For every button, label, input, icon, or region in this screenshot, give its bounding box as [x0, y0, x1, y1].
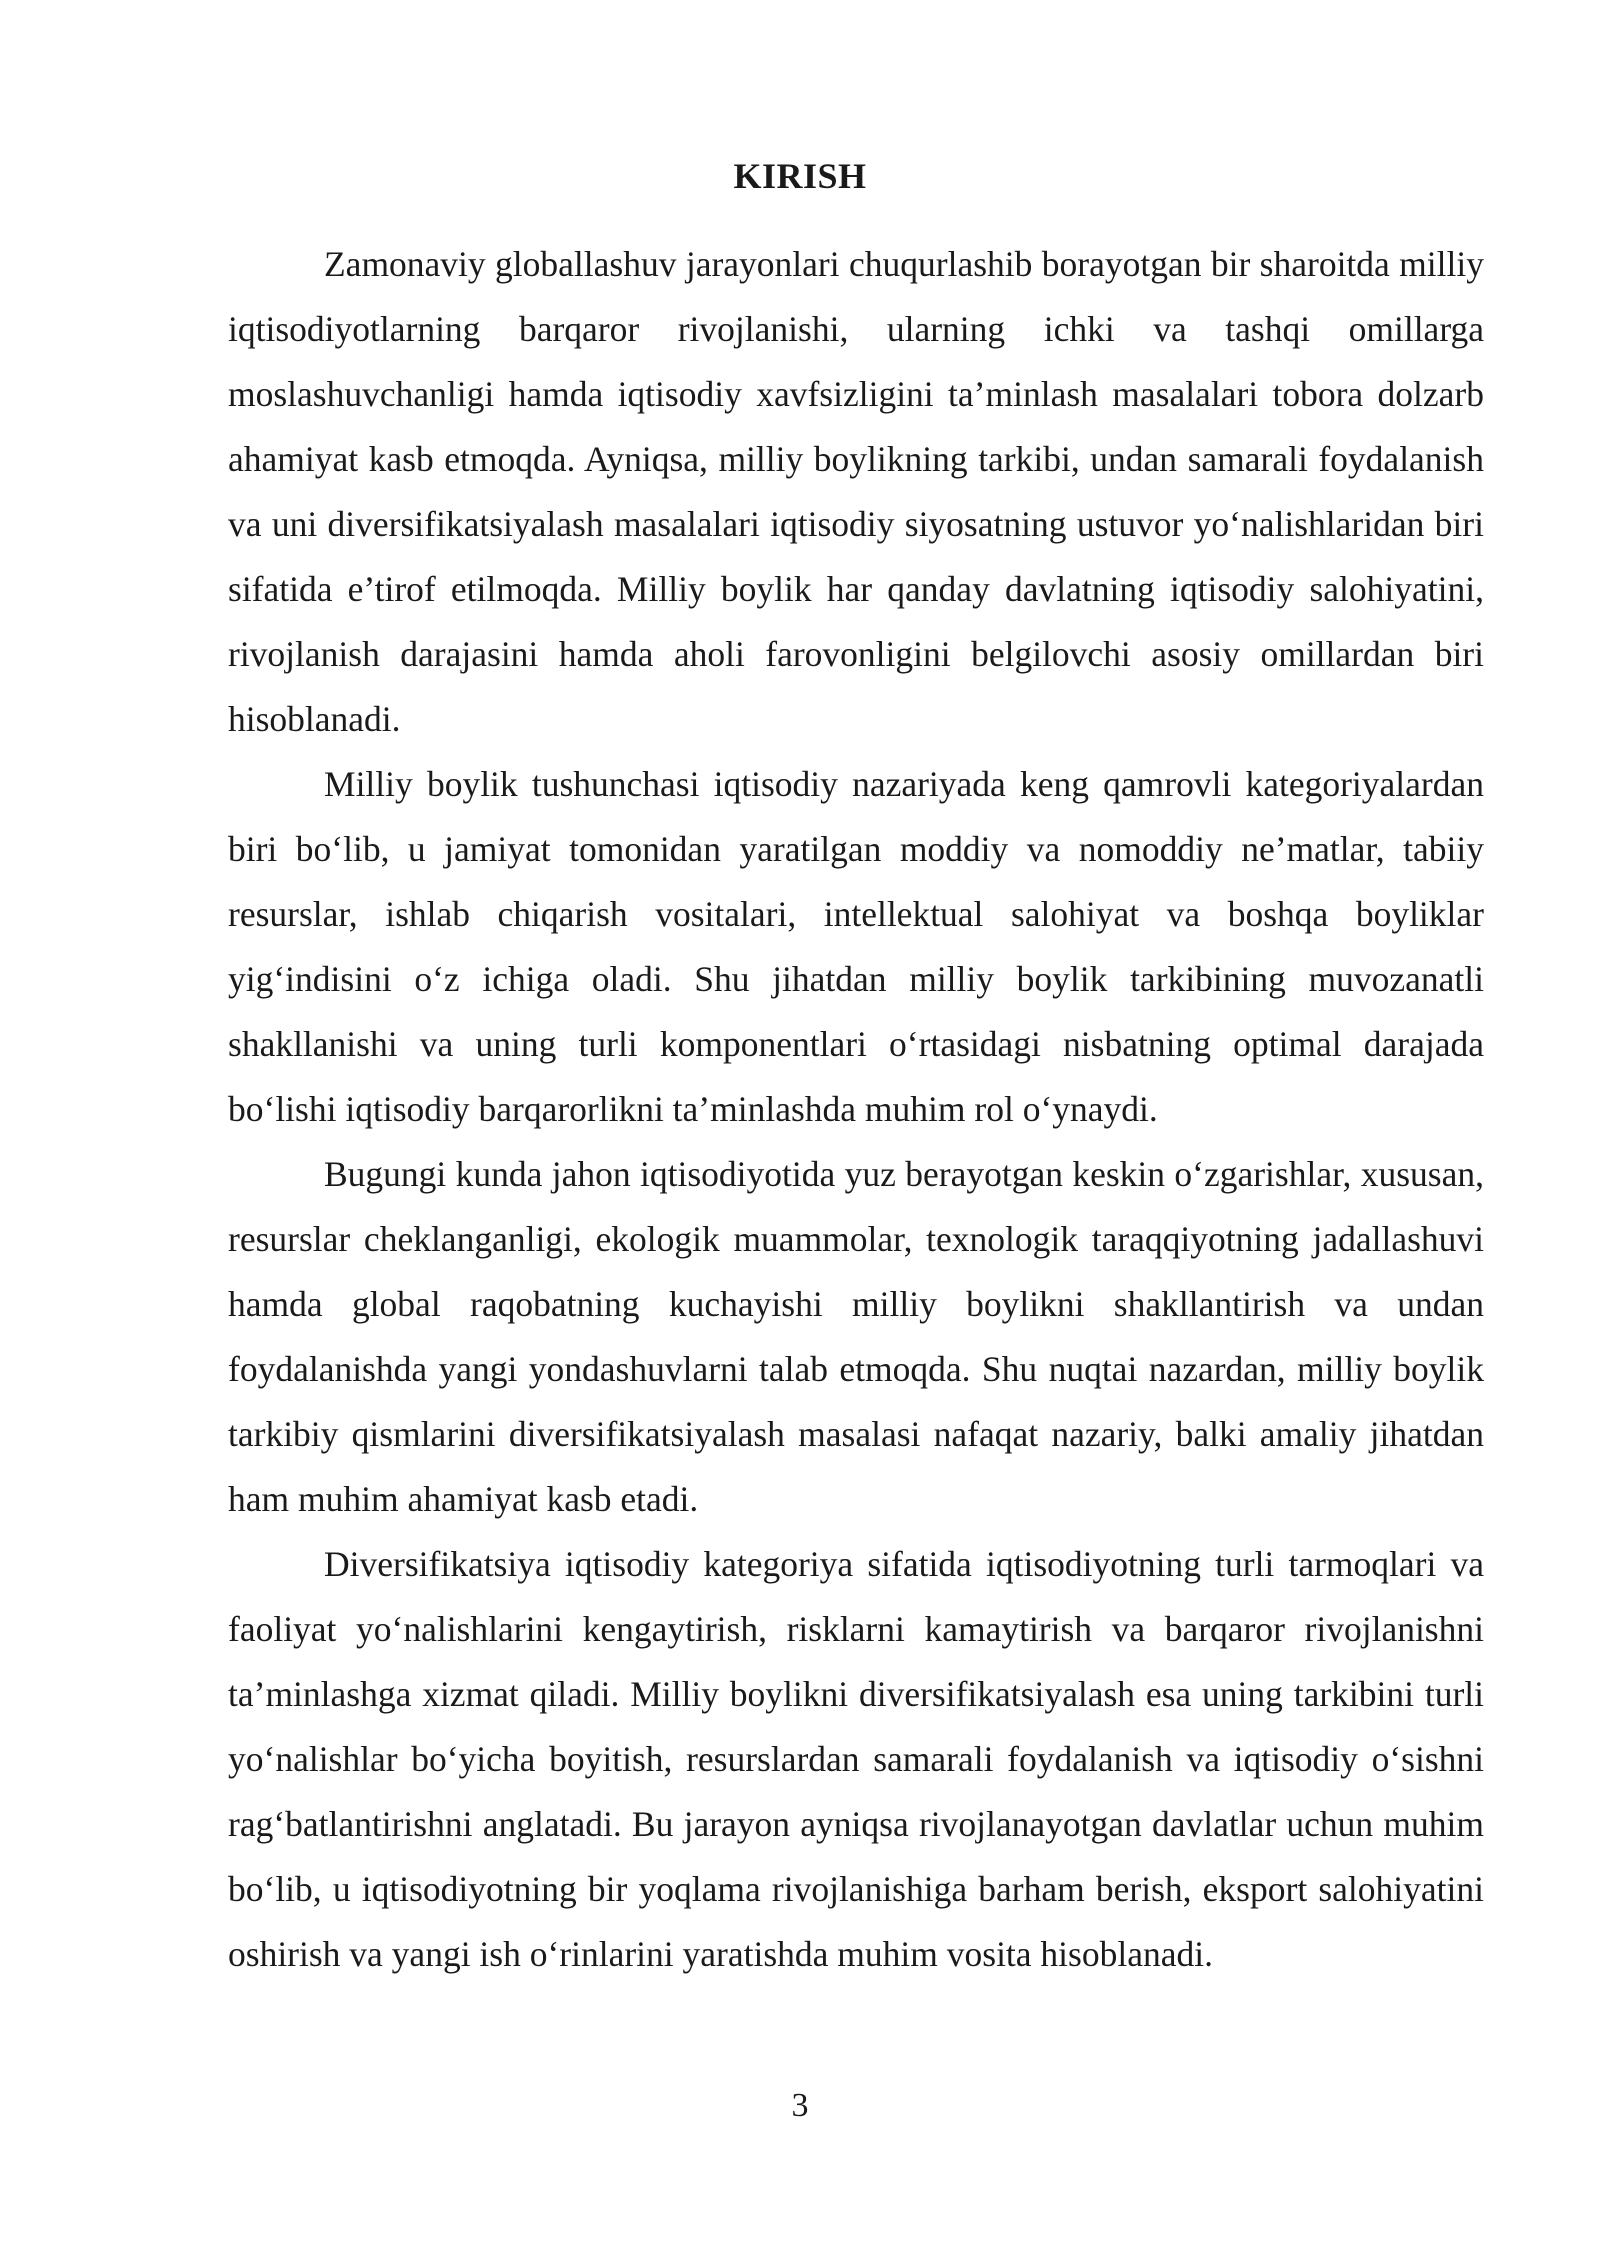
- paragraph-1: Zamonaviy globallashuv jarayonlari chuqurlashib borayotgan bir sharoitda milliy iqtisodiyotlarning barqaror rivojlanishi, ularning ichki va tashqi omillarga moslashuvchanligi hamda iqtisodiy xavfsizligini ta’minlash masalalari tobora dolzarb ahamiyat kasb etmoqda. Ayniqsa, milliy boylikning tarkibi, undan samarali foydalanish va uni diversifikatsiyalash masalalari iqtisodiy siyosatning ustuvor yo‘nalishlaridan biri sifatida e’tirof etilmoqda. Milliy boylik har qanday davlatning iqtisodiy salohiyatini, rivojlanish darajasini hamda aholi farovonligini belgilovchi asosiy omillardan biri hisoblanadi.: [228, 244, 1484, 739]
- paragraph-2: Milliy boylik tushunchasi iqtisodiy nazariyada keng qamrovli kategoriyalardan biri bo‘lib, u jamiyat tomonidan yaratilgan moddiy va nomoddiy ne’matlar, tabiiy resurslar, ishlab chiqarish vositalari, intellektual salohiyat va boshqa boyliklar yig‘indisini o‘z ichiga oladi. Shu jihatdan milliy boylik tarkibining muvozanatli shakllanishi va uning turli komponentlari o‘rtasidagi nisbatning optimal darajada bo‘lishi iqtisodiy barqarorlikni ta’minlashda muhim rol o‘ynaydi.: [228, 764, 1484, 1129]
- body-text: [228, 232, 1484, 1987]
- paragraph-4: Diversifikatsiya iqtisodiy kategoriya sifatida iqtisodiyotning turli tarmoqlari va faoliyat yo‘nalishlarini kengaytirish, risklarni kamaytirish va barqaror rivojlanishni ta’minlashga xizmat qiladi. Milliy boylikni diversifikatsiyalash esa uning tarkibini turli yo‘nalishlar bo‘yicha boyitish, resurslardan samarali foydalanish va iqtisodiy o‘sishni rag‘batlantirishni anglatadi. Bu jarayon ayniqsa rivojlanayotgan davlatlar uchun muhim bo‘lib, u iqtisodiyotning bir yoqlama rivojlanishiga barham berish, eksport salohiyatini oshirish va yangi ish o‘rinlarini yaratishda muhim vosita hisoblanadi.: [228, 1544, 1484, 1974]
- paragraph-3: Bugungi kunda jahon iqtisodiyotida yuz berayotgan keskin o‘zgarishlar, xususan, resurslar cheklanganligi, ekologik muammolar, texnologik taraqqiyotning jadallashuvi hamda global raqobatning kuchayishi milliy boylikni shakllantirish va undan foydalanishda yangi yondashuvlarni talab etmoqda. Shu nuqtai nazardan, milliy boylik tarkibiy qismlarini diversifikatsiyalash masalasi nafaqat nazariy, balki amaliy jihatdan ham muhim ahamiyat kasb etadi.: [228, 1154, 1484, 1519]
- page-number: 3: [791, 2087, 809, 2124]
- section-title: KIRISH: [733, 156, 867, 196]
